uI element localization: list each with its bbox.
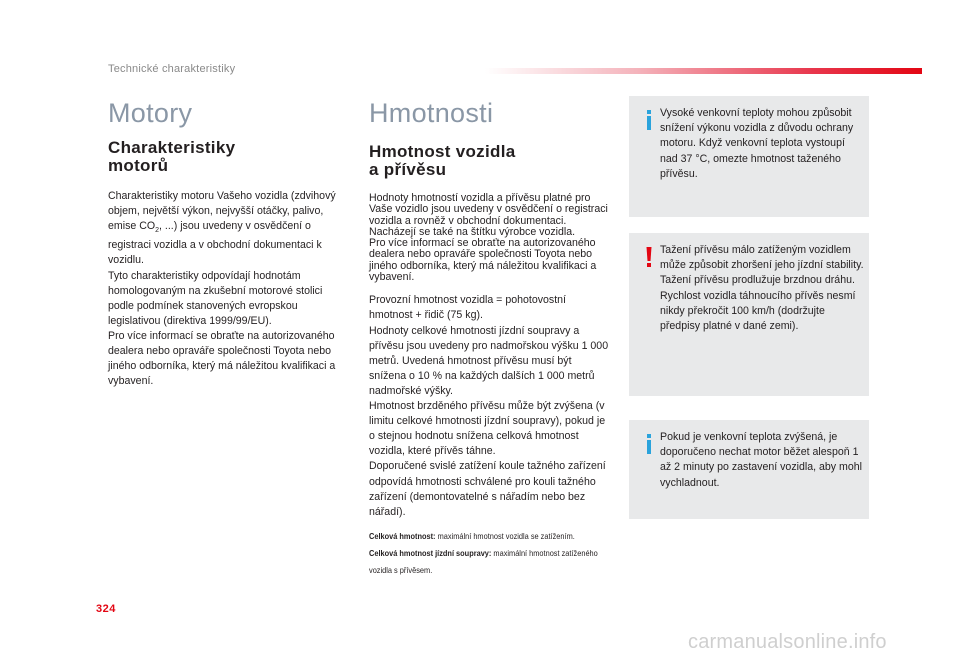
info-box-3-para: Pokud je venkovní teplota zvýšená, je doporučeno nechat motor běžet alespoň 1 až 2 minuty po zastavení vozidla, aby mohl vychladnout. xyxy=(660,431,862,489)
engine-text xyxy=(108,189,343,389)
engines-column xyxy=(108,98,343,389)
weights-footnotes xyxy=(369,528,610,579)
weights-para-2: Nacházejí se také na štítku výrobce vozidla. xyxy=(369,225,576,238)
info-box-3-text xyxy=(660,430,865,491)
warning-icon xyxy=(644,247,654,267)
section-title-weights: Hmotnosti xyxy=(369,98,494,128)
subtitle-vehicle-trailer-weight xyxy=(369,143,609,179)
subtitle-line-2: motorů xyxy=(108,156,169,175)
info-box-high-temperature xyxy=(629,96,869,217)
footnote-1-text: maximální hmotnost vozidla se zatížením. xyxy=(437,530,575,541)
info-icon xyxy=(644,110,654,130)
warning-para-2: Tažení přívěsu prodlužuje brzdnou dráhu. xyxy=(660,274,855,287)
weights-detail-text xyxy=(369,293,609,519)
warning-box-text xyxy=(660,243,865,334)
watermark: carmanualsonline.info xyxy=(688,631,887,653)
footnote-1-label: Celková hmotnost: xyxy=(369,530,436,541)
warning-box-towing xyxy=(629,233,869,396)
engine-para-1-b: , ...) jsou uvedeny v osvědčení o registraci vozidla a v obchodní dokumentaci k vozidlu. xyxy=(108,220,322,267)
info-icon xyxy=(644,434,654,454)
running-header: Technické charakteristiky xyxy=(108,63,236,75)
subtitle-line-1: Charakteristiky xyxy=(108,138,236,157)
info-box-engine-cooling xyxy=(629,420,869,519)
weights-para-4: Provozní hmotnost vozidla = pohotovostní hmotnost + řidič (75 kg). xyxy=(369,294,566,322)
engine-para-3: Pro více informací se obraťte na autorizovaného dealera nebo opraváře společnosti Toyota nebo jiného odborníka, který má náležitou kvalifikaci a vybavení. xyxy=(108,329,336,388)
weights-para-6: Hmotnost brzděného přívěsu může být zvýšena (v limitu celkové hmotnosti jízdní soupravy), pokud je o stejnou hodnotu snížena celková hmotnost vozidla, které přívěs táhne. xyxy=(369,400,606,458)
subtitle-line-1: Hmotnost vozidla xyxy=(369,142,516,161)
page-number: 324 xyxy=(96,603,116,615)
weights-para-7: Doporučené svislé zatížení koule tažného zařízení odpovídá hmotnosti schválené pro kouli tažného zařízení (demontovatelné s nářadím nebo bez nářadí). xyxy=(369,460,606,518)
weights-para-3: Pro více informací se obraťte na autorizovaného dealera nebo opraváře společnosti Toyota nebo jiného odborníka, který má náležitou kvalifikaci a vybavení. xyxy=(369,237,597,284)
co2-subscript: 2 xyxy=(155,227,159,235)
subtitle-line-2: a přívěsu xyxy=(369,160,447,179)
warning-para-1: Tažení přívěsu málo zatíženým vozidlem může způsobit zhoršení jeho jízdní stability. xyxy=(660,244,864,272)
footnote-2-label: Celková hmotnost jízdní soupravy: xyxy=(369,547,492,558)
subtitle-engine-characteristics xyxy=(108,139,343,175)
warning-para-3: Rychlost vozidla táhnoucího přívěs nesmí nikdy překročit 100 km/h (dodržujte předpisy platné v dané zemi). xyxy=(660,289,856,333)
weights-column xyxy=(369,98,609,579)
info-box-1-text xyxy=(660,106,865,182)
engine-para-1 xyxy=(108,189,343,269)
section-title-engines: Motory xyxy=(108,98,193,128)
weights-intro-text xyxy=(369,193,609,283)
weights-para-5: Hodnoty celkové hmotnosti jízdní soupravy a přívěsu jsou uvedeny pro nadmořskou výšku 1 000 metrů. Uvedená hmotnost přívěsu musí být snížena o 10 % na každých dalších 1 000 metrů nadmořské výšky. xyxy=(369,324,609,397)
engine-para-2: Tyto charakteristiky odpovídají hodnotám homologovaným na zkušební motorové stolici podle podmínek stanovených evropskou legislativou (direktiva 1999/99/EU). xyxy=(108,269,323,327)
info-box-1-para: Vysoké venkovní teploty mohou způsobit snížení výkonu vozidla z důvodu ochrany motoru. Když venkovní teplota vystoupí nad 37 °C, omezte hmotnost taženého přívěsu. xyxy=(660,107,854,180)
weights-para-1: Hodnoty hmotností vozidla a přívěsu platné pro Vaše vozidlo jsou uvedeny v osvědčení o registraci vozidla a rovněž v obchodní dokumentaci. xyxy=(369,192,608,227)
header-gradient-bar xyxy=(485,68,922,74)
footnote-2-text: maximální hmotnost zatíženého vozidla s přívěsem. xyxy=(369,547,598,575)
engine-para-1-a: Charakteristiky motoru Vašeho vozidla (zdvihový objem, největší výkon, nejvyšší otáčky, palivo, emise CO xyxy=(108,190,336,233)
